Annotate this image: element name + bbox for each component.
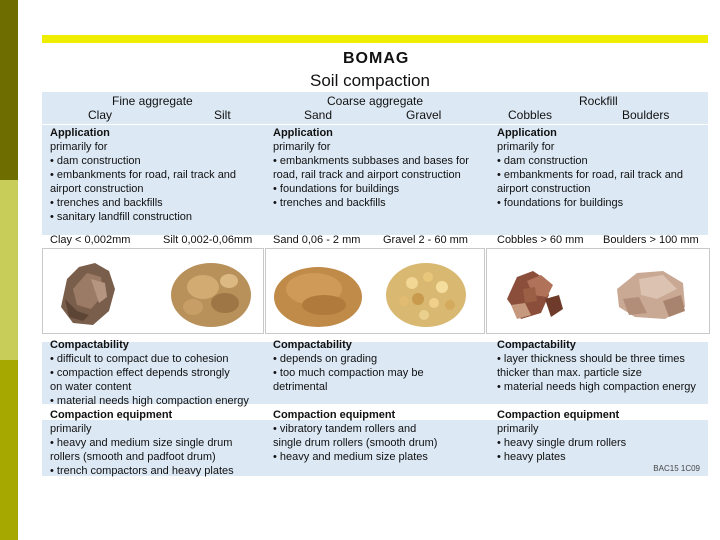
list-item: • heavy and medium size single drum <box>50 437 233 449</box>
list-item: • dam construction <box>50 155 141 167</box>
compactability-heading: Compactability <box>273 339 352 351</box>
clay-silt-image <box>43 249 263 333</box>
sand-gravel-image <box>266 249 484 333</box>
header-cobbles: Cobbles <box>508 108 553 122</box>
equipment-heading: Compaction equipment <box>497 409 620 421</box>
fine-aggregate-photos <box>42 248 264 334</box>
list-item: primarily <box>50 423 92 435</box>
sidebar-block-middle <box>0 180 18 360</box>
list-item: • embankments for road, rail track and <box>50 169 237 181</box>
header-gravel: Gravel <box>406 108 442 122</box>
equipment-coarse <box>273 408 437 464</box>
coarse-aggregate-photos <box>265 248 485 334</box>
list-item: • vibratory tandem rollers and <box>273 423 417 435</box>
list-item: • trench compactors and heavy plates <box>50 465 234 477</box>
equipment-fine <box>50 408 234 478</box>
list-item: on water content <box>50 381 132 393</box>
sand-sample-image <box>274 267 362 327</box>
list-item: rollers (smooth and padfoot drum) <box>50 451 216 463</box>
application-heading: Application <box>497 127 557 139</box>
list-item: • compaction effect depends strongly <box>50 367 230 379</box>
size-gravel: Gravel 2 - 60 mm <box>383 234 468 246</box>
gravel-sample-image <box>386 263 466 327</box>
size-clay: Clay < 0,002mm <box>50 234 131 246</box>
list-item: • embankments for road, rail track and <box>497 169 684 181</box>
clay-sample-image <box>61 263 115 325</box>
equipment-rockfill <box>497 408 626 464</box>
list-item: primarily for <box>273 141 331 153</box>
list-item: thicker than max. particle size <box>497 367 642 379</box>
list-item: primarily for <box>497 141 555 153</box>
page-title: Soil compaction <box>310 71 431 90</box>
size-sand: Sand 0,06 - 2 mm <box>273 234 361 246</box>
list-item: • trenches and backfills <box>273 197 386 209</box>
list-item: • dam construction <box>497 155 588 167</box>
list-item: airport construction <box>50 183 144 195</box>
silt-sample-image <box>171 263 251 327</box>
list-item: primarily for <box>50 141 108 153</box>
list-item: • sanitary landfill construction <box>50 211 193 223</box>
application-coarse <box>273 126 469 210</box>
sidebar-block-bottom <box>0 360 18 540</box>
header-boulders: Boulders <box>622 108 670 122</box>
equipment-heading: Compaction equipment <box>50 409 173 421</box>
compactability-fine <box>50 338 249 408</box>
header-sand: Sand <box>304 108 333 122</box>
slide-sidebar <box>0 0 18 540</box>
list-item: detrimental <box>273 381 328 393</box>
compactability-coarse <box>273 338 424 394</box>
list-item: • foundations for buildings <box>497 197 624 209</box>
size-cobbles: Cobbles > 60 mm <box>497 234 584 246</box>
list-item: road, rail track and airport construction <box>273 169 461 181</box>
list-item: • trenches and backfills <box>50 197 163 209</box>
header-coarse-aggregate: Coarse aggregate <box>327 94 424 108</box>
list-item: • too much compaction may be <box>273 367 424 379</box>
bomag-logo: BOMAG <box>343 50 410 67</box>
compactability-heading: Compactability <box>497 339 576 351</box>
yellow-header-bar <box>42 35 708 43</box>
application-heading: Application <box>50 127 110 139</box>
application-fine <box>50 126 236 224</box>
header-fine-aggregate: Fine aggregate <box>112 94 193 108</box>
list-item: airport construction <box>497 183 591 195</box>
list-item: • heavy and medium size plates <box>273 451 428 463</box>
size-boulders: Boulders > 100 mm <box>603 234 699 246</box>
cobbles-boulders-image <box>487 249 709 333</box>
rockfill-photos <box>486 248 710 334</box>
list-item: single drum rollers (smooth drum) <box>273 437 438 449</box>
list-item: • material needs high compaction energy <box>497 381 696 393</box>
header-clay: Clay <box>88 108 113 122</box>
header-silt: Silt <box>214 108 231 122</box>
list-item: • difficult to compact due to cohesion <box>50 353 229 365</box>
compactability-heading: Compactability <box>50 339 129 351</box>
document-code: BAC15 1C09 <box>653 464 700 473</box>
list-item: • foundations for buildings <box>273 183 400 195</box>
list-item: • heavy single drum rollers <box>497 437 627 449</box>
list-item: primarily <box>497 423 539 435</box>
compactability-rockfill <box>497 338 696 394</box>
application-heading: Application <box>273 127 333 139</box>
boulders-sample-image <box>617 271 685 319</box>
list-item: • heavy plates <box>497 451 566 463</box>
list-item: • depends on grading <box>273 353 378 365</box>
soil-compaction-sheet <box>42 92 708 476</box>
list-item: • layer thickness should be three times <box>497 353 685 365</box>
size-silt: Silt 0,002-0,06mm <box>163 234 253 246</box>
list-item: • material needs high compaction energy <box>50 395 249 407</box>
equipment-heading: Compaction equipment <box>273 409 396 421</box>
application-rockfill <box>497 126 683 210</box>
sidebar-block-top <box>0 0 18 180</box>
list-item: • embankments subbases and bases for <box>273 155 469 167</box>
cobbles-sample-image <box>507 271 563 319</box>
header-rockfill: Rockfill <box>579 94 618 108</box>
